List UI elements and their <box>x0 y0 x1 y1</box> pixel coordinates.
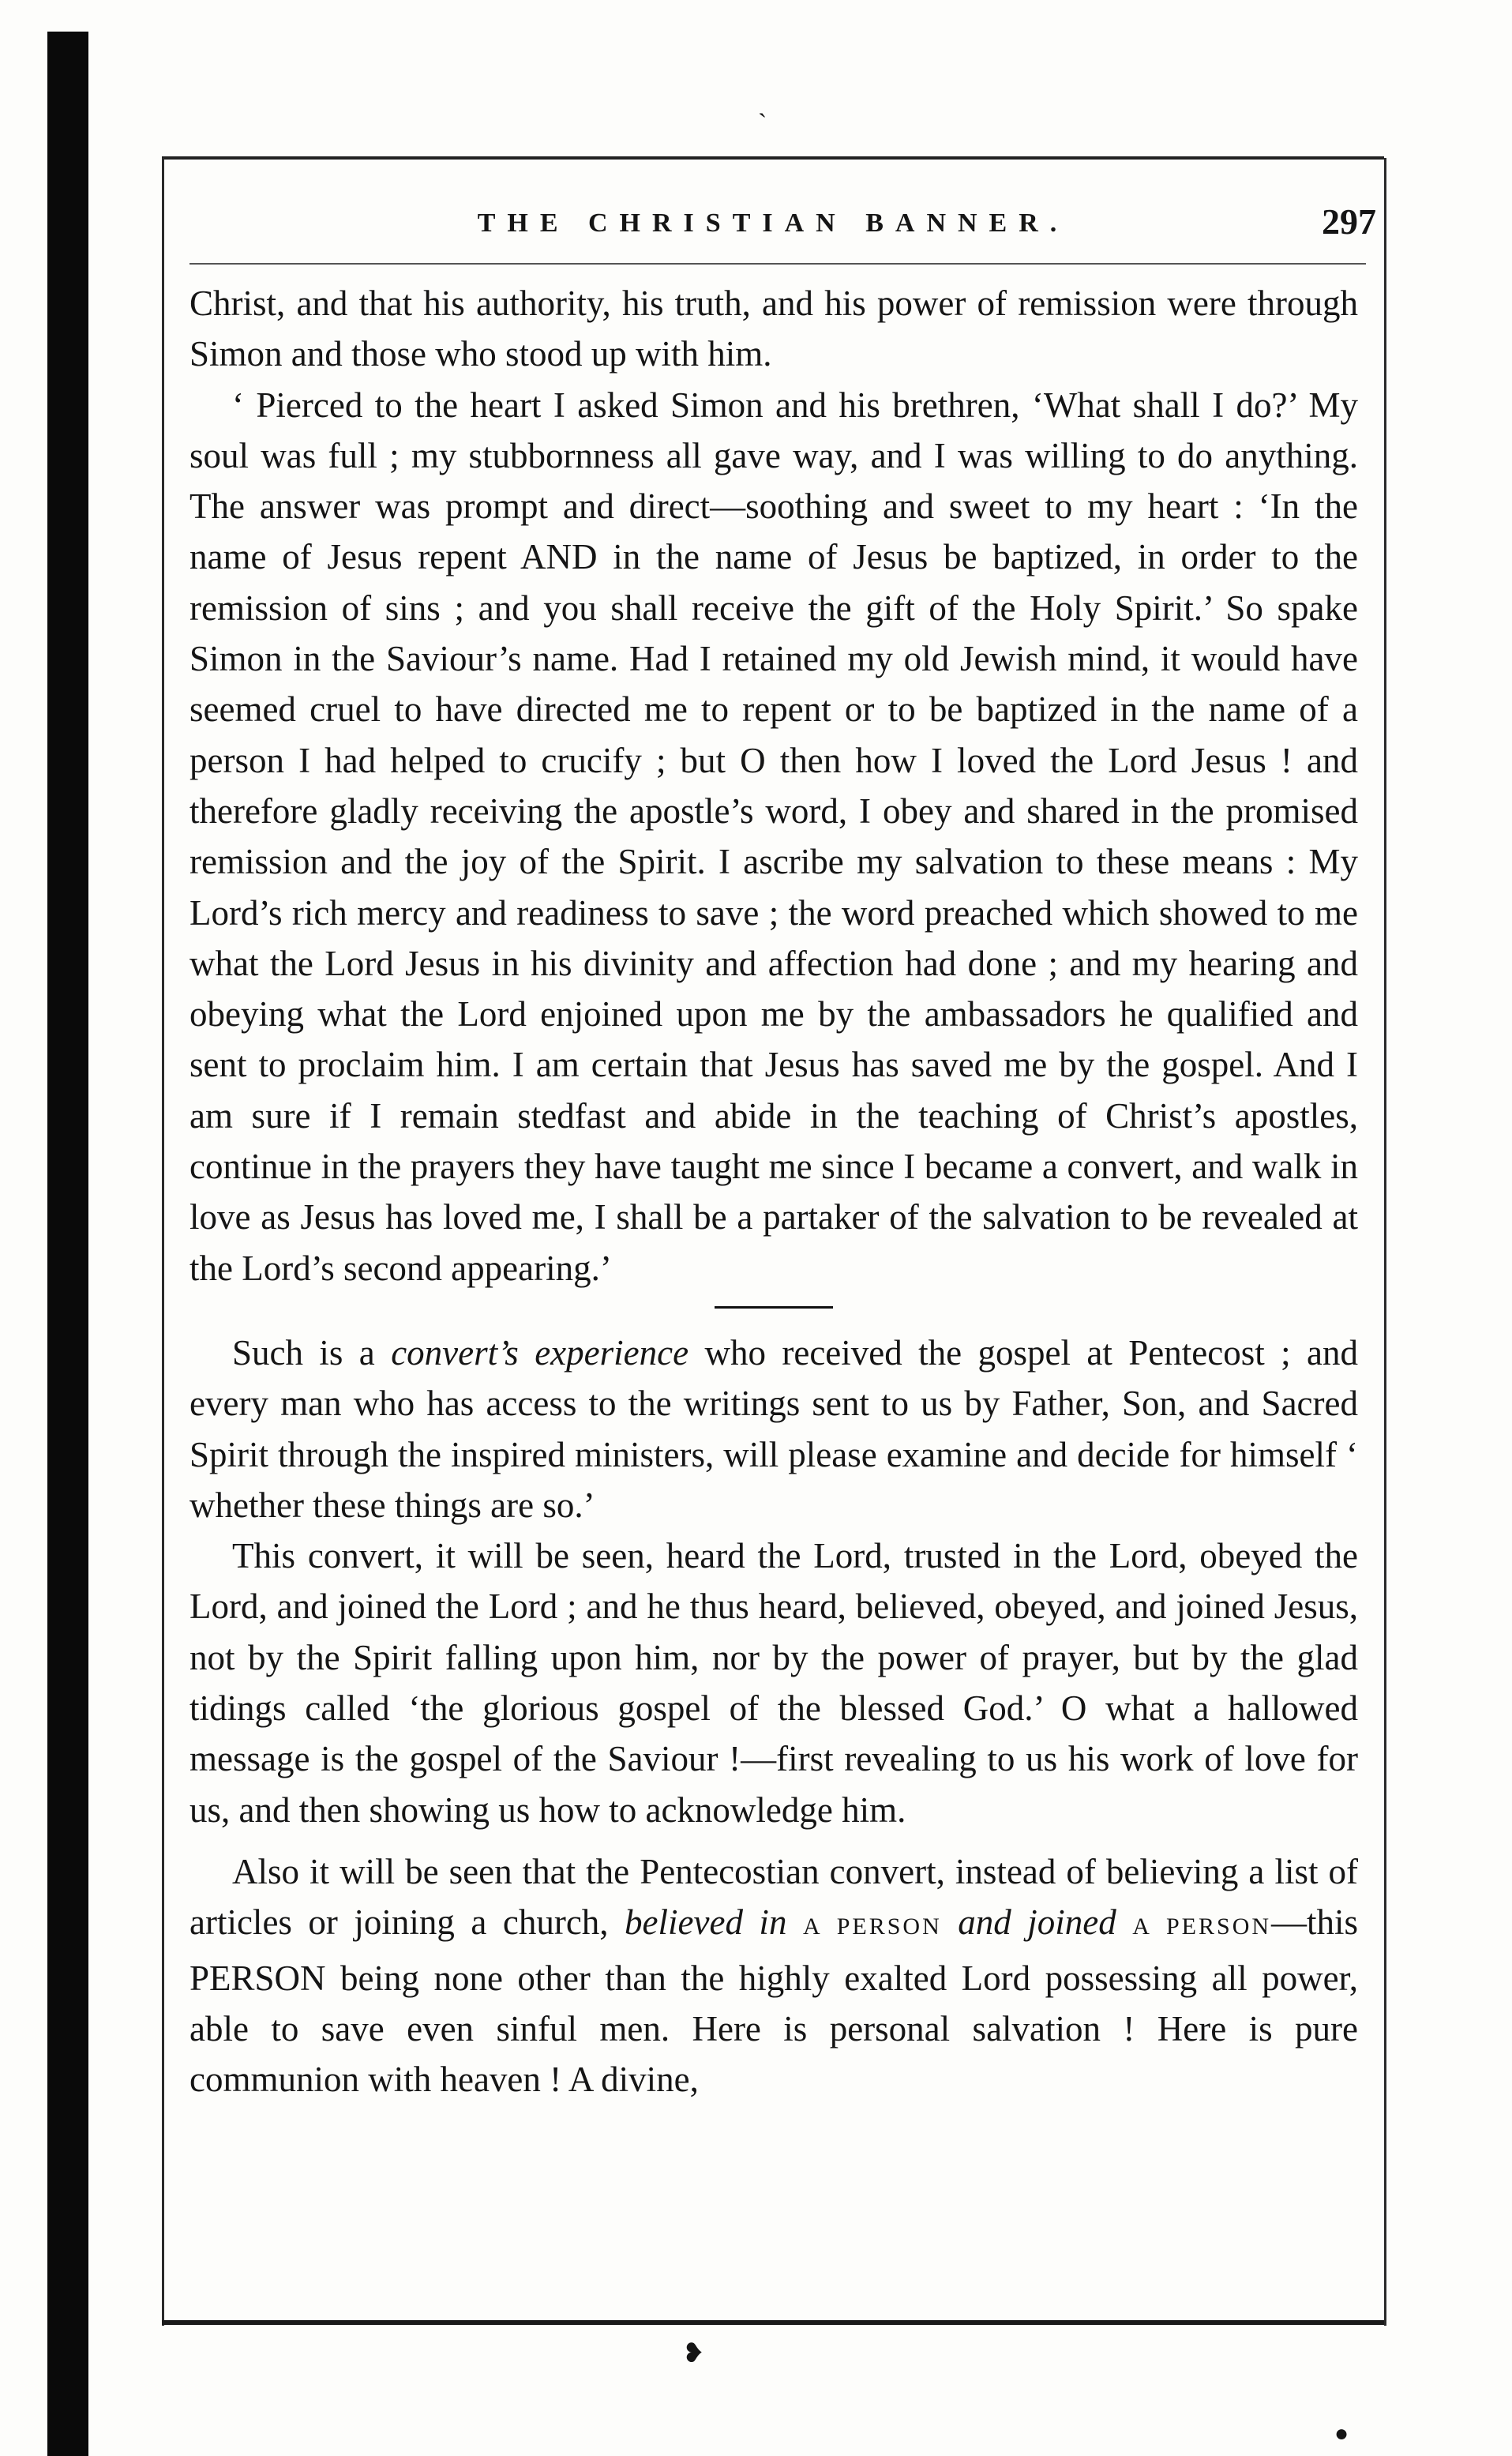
section-separator-rule <box>715 1306 833 1309</box>
running-header <box>162 201 1384 251</box>
small-caps-text: A PERSON <box>802 1913 942 1940</box>
emphasis-text: believed in <box>625 1902 787 1943</box>
text-run: —this PERSON being none other than the highly exalted Lord possessing all power, able to save even sinful men. Here is personal salvation ! Here is pure communion with heaven ! A divine, <box>189 1902 1359 2100</box>
text-run: Such is a <box>232 1332 392 1373</box>
paragraph-this-convert: This convert, it will be seen, heard the Lord, trusted in the Lord, obeyed the Lord, and joined the Lord ; and he thus heard, believed, obeyed, and joined Jesus, not by the Spirit falling upon him, nor by the power of prayer, but by the glad tidings called ‘the glorious gospel of the blessed God.’ O what a hallowed message is the gospel of the Saviour !—first revealing to us his work of love for us, and then showing us how to acknowledge him. <box>189 1536 1358 1830</box>
running-title: THE CHRISTIAN BANNER. <box>477 208 1069 238</box>
emphasis-text: and joined <box>958 1902 1116 1943</box>
emphasis-text: convert’s experience <box>391 1332 689 1373</box>
page-number: 297 <box>1322 201 1376 242</box>
paragraph-converts-experience <box>189 1328 1358 1530</box>
small-caps-text: A PERSON <box>1132 1913 1272 1940</box>
text-run: who received the gospel at Pentecost ; and every man who has access to the writings sent to us by Father, Son, and Sacred Spirit through the inspired ministers, will please examine and decide for himself ‘ whether these things are so.’ <box>189 1332 1359 1525</box>
ink-speck-mark: ● <box>1334 2420 1349 2447</box>
ink-speck-mark: ❥ <box>682 2339 705 2368</box>
page-text <box>189 278 1358 2105</box>
header-rule <box>189 263 1366 265</box>
paragraph-convert-testimony: ‘ Pierced to the heart I asked Simon and his brethren, ‘What shall I do?’ My soul was full ; my stubbornness all gave way, and I was willing to do anything. The answer was prompt and direct—soothing and sweet to my heart : ‘In the name of Jesus repent AND in the name of Jesus be baptized, in order to the remission of sins ; and you shall receive the gift of the Holy Spirit.’ So spake Simon in the Saviour’s name. Had I retained my old Jewish mind, it would have seemed cruel to have directed me to repent or to be baptized in the name of a person I had helped to crucify ; but O then how I loved the Lord Jesus ! and therefore gladly receiving the apostle’s word, I obey and shared in the promised remission and the joy of the Spirit. I ascribe my salvation to these means : My Lord’s rich mercy and readiness to save ; the word preached which showed to me what the Lord Jesus in his divinity and affection had done ; and my hearing and obeying what the Lord enjoined upon me by the ambassadors he qualified and sent to proclaim him. I am certain that Jesus has saved me by the gospel. And I am sure if I remain stedfast and abide in the teaching of Christ’s apostles, continue in the prayers they have taught me since I became a convert, and walk in love as Jesus has loved me, I shall be a partaker of the salvation to be revealed at the Lord’s second appearing.’ <box>189 385 1358 1288</box>
paragraph-pentecostian-convert <box>189 1846 1358 2105</box>
text-run: Also it will be seen that the Pentecostian convert, instead of believing a list of articles or joining a church, <box>189 1851 1358 1943</box>
page-frame-bottom-rule <box>162 2320 1384 2325</box>
paragraph-continuation: Christ, and that his authority, his truth, and his power of remission were through Simon and those who stood up with him. <box>189 284 1358 374</box>
book-spine-shadow <box>47 32 88 2456</box>
ink-speck-mark: ˏ <box>758 88 767 118</box>
